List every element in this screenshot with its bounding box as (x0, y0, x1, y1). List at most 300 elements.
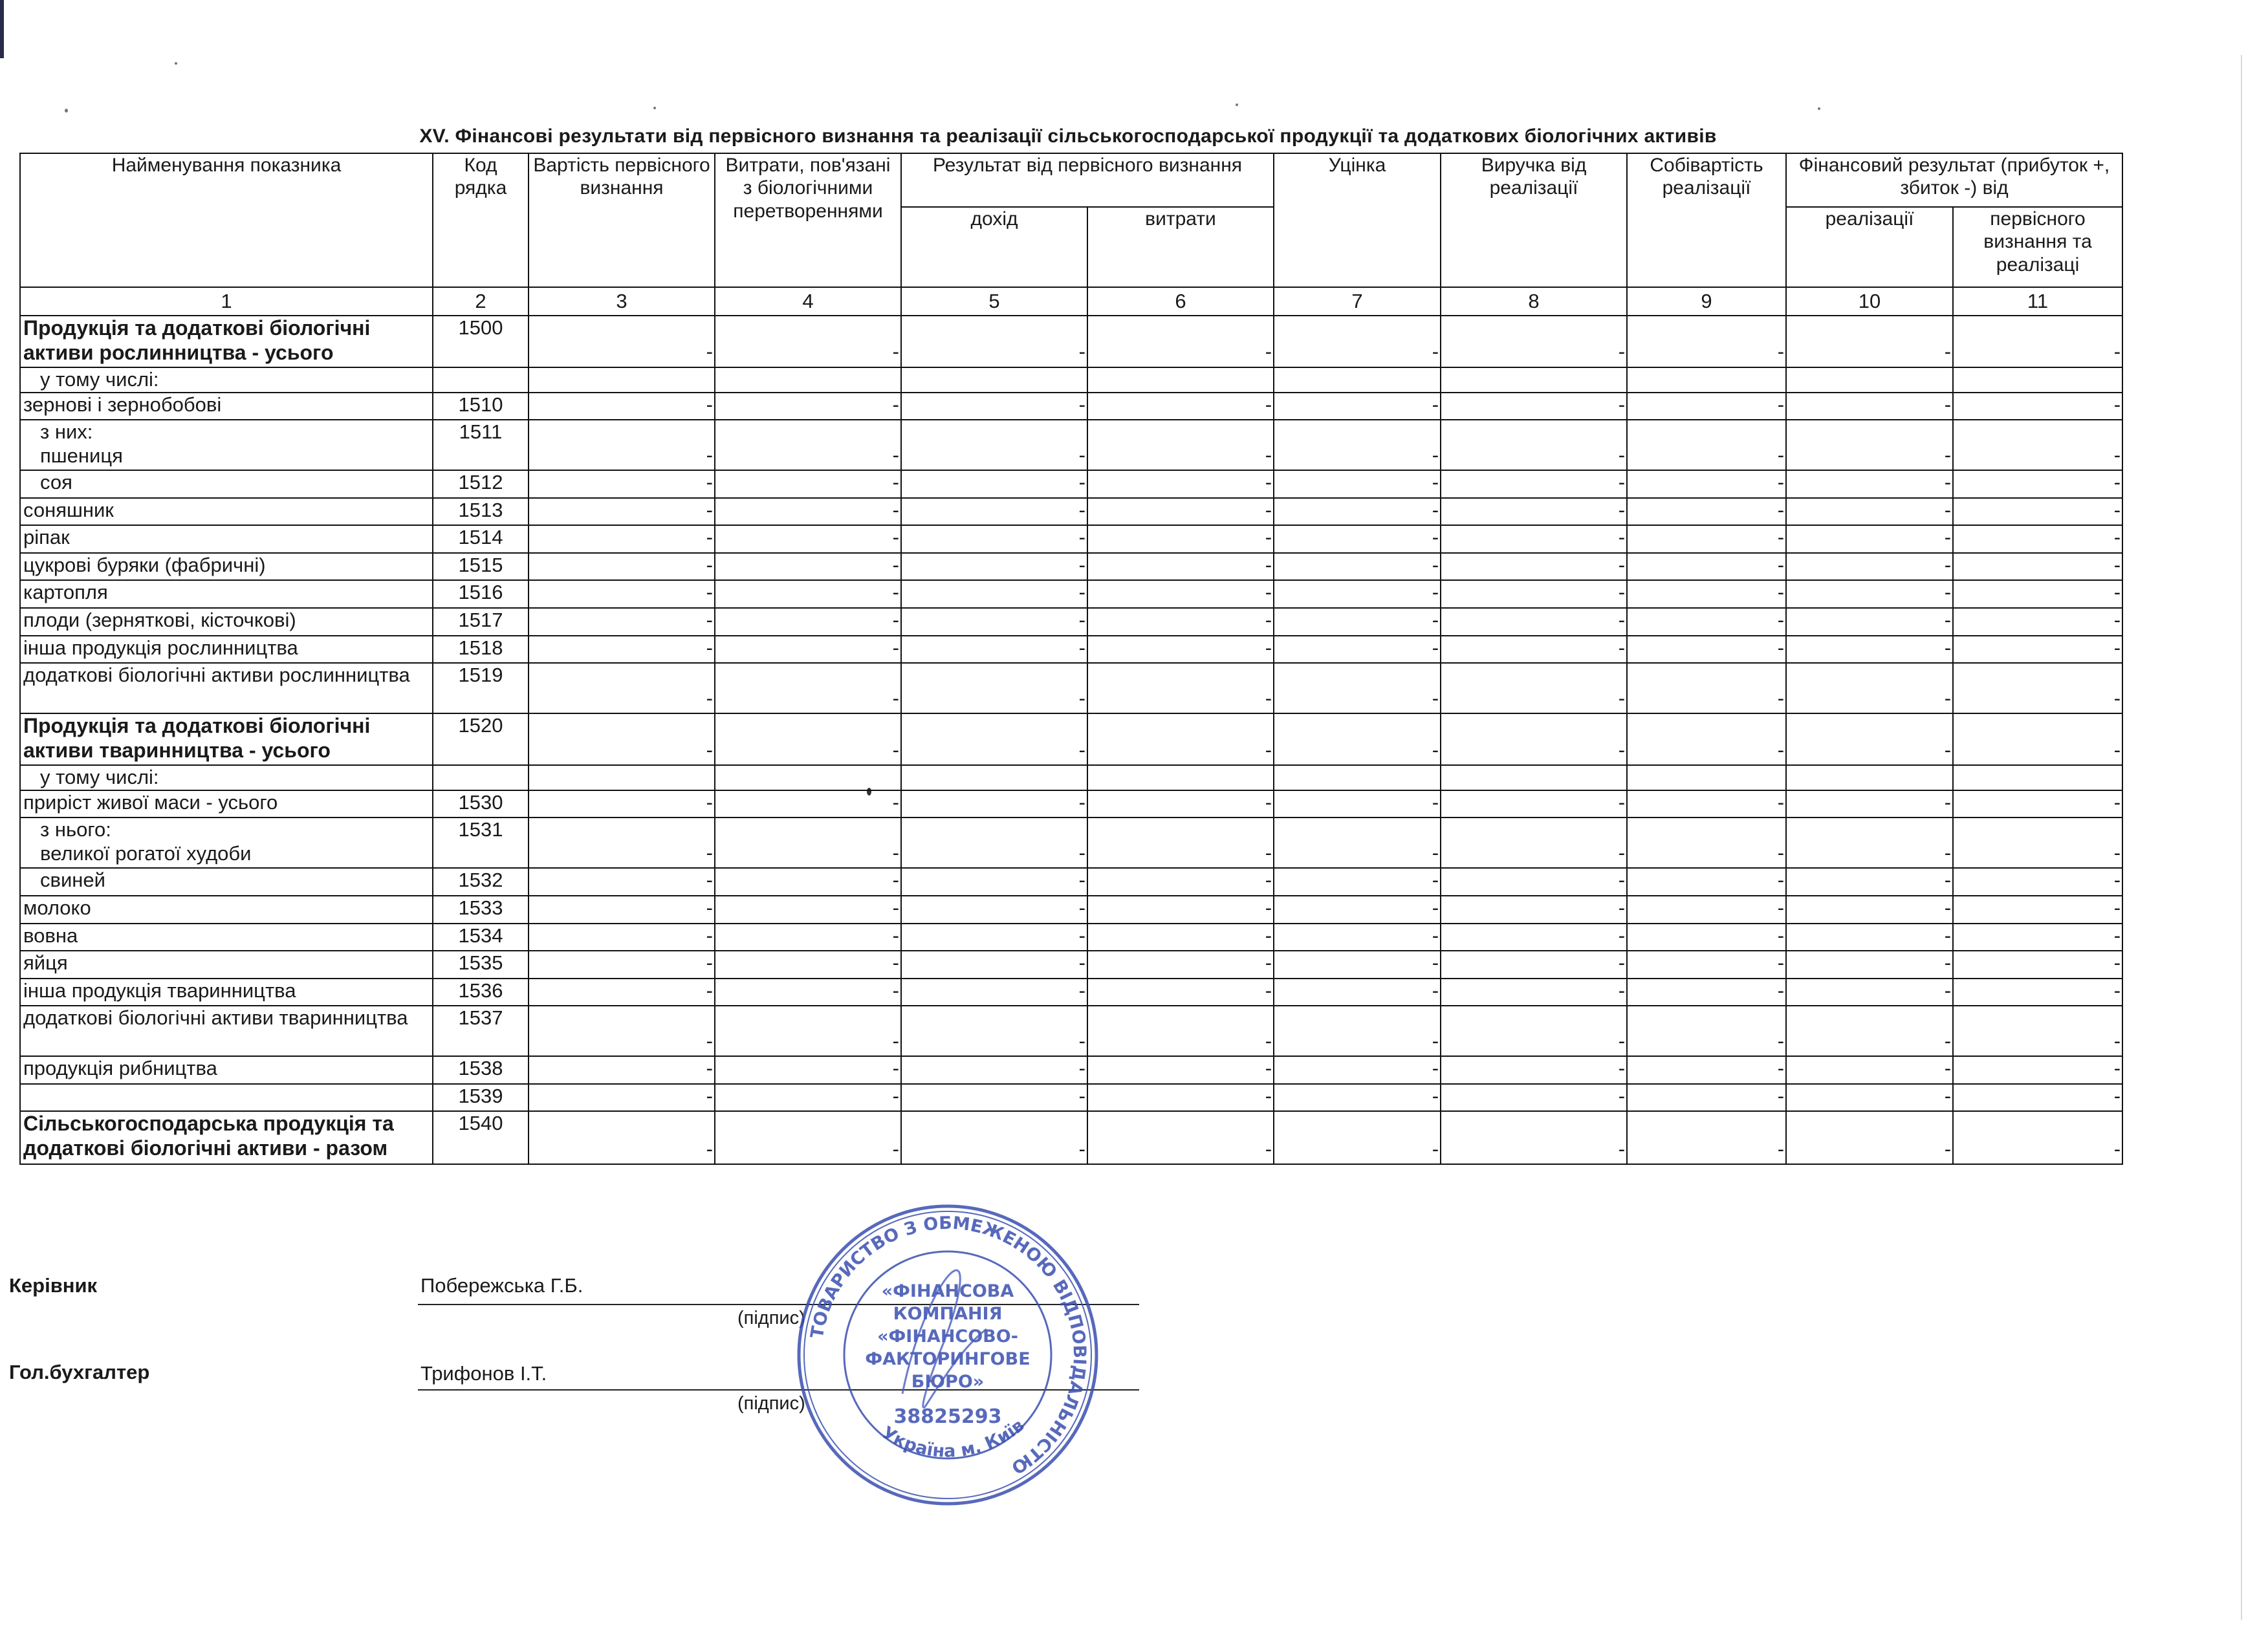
director-name: Побережська Г.Б. (420, 1274, 583, 1297)
row-value: - (1087, 1111, 1274, 1164)
table-row (20, 580, 2122, 608)
row-value: - (529, 1111, 715, 1164)
row-value: - (715, 498, 901, 526)
row-value: - (1087, 1056, 1274, 1084)
row-value: - (901, 924, 1087, 951)
row-value: - (1953, 713, 2122, 765)
row-name: з нього: великої рогатої худоби (20, 817, 433, 868)
row-value: - (1786, 498, 1953, 526)
row-value: - (715, 663, 901, 713)
row-value: - (1441, 951, 1627, 979)
column-number: 10 (1786, 287, 1953, 316)
row-value: - (1627, 817, 1786, 868)
row-value: - (901, 1006, 1087, 1056)
row-code: 1534 (433, 924, 529, 951)
row-value: - (1627, 924, 1786, 951)
table-row (20, 765, 2122, 790)
row-value: - (901, 525, 1087, 553)
row-value: - (1087, 817, 1274, 868)
row-value: - (901, 1084, 1087, 1112)
row-name: Продукція та додаткові біологічні активи тваринництва - усього (20, 713, 433, 765)
row-value: - (715, 713, 901, 765)
row-value: - (1953, 924, 2122, 951)
row-value: - (1087, 525, 1274, 553)
row-value: - (1087, 896, 1274, 924)
row-name: Продукція та додаткові біологічні активи рослинництва - усього (20, 316, 433, 367)
director-role: Керівник (9, 1274, 98, 1297)
row-value: - (715, 951, 901, 979)
row-value (1274, 367, 1441, 393)
row-code: 1516 (433, 580, 529, 608)
row-value: - (1627, 393, 1786, 420)
row-code: 1517 (433, 608, 529, 636)
row-value: - (1786, 420, 1953, 470)
row-value: - (715, 470, 901, 498)
row-value: - (1627, 979, 1786, 1006)
row-value: - (715, 979, 901, 1006)
scan-speck (175, 62, 177, 65)
row-value: - (901, 553, 1087, 581)
row-value: - (1274, 316, 1441, 367)
row-value: - (901, 663, 1087, 713)
row-value (529, 765, 715, 790)
row-value: - (901, 580, 1087, 608)
table-row (20, 868, 2122, 896)
scan-speck (65, 109, 68, 113)
row-value: - (715, 924, 901, 951)
row-value (1786, 765, 1953, 790)
row-code: 1530 (433, 790, 529, 818)
row-value (1274, 765, 1441, 790)
row-value: - (1274, 608, 1441, 636)
row-value: - (1627, 498, 1786, 526)
row-value: - (1786, 393, 1953, 420)
scan-edge-right (2241, 55, 2242, 1620)
row-value: - (1953, 1084, 2122, 1112)
row-code: 1512 (433, 470, 529, 498)
row-value: - (529, 608, 715, 636)
row-value: - (715, 1084, 901, 1112)
row-value: - (1953, 979, 2122, 1006)
table-row (20, 393, 2122, 420)
row-value: - (1441, 1111, 1627, 1164)
row-value (1953, 367, 2122, 393)
seal-code: 38825293 (893, 1405, 1002, 1428)
row-value: - (1953, 1006, 2122, 1056)
row-value: - (1441, 553, 1627, 581)
row-name: свиней (20, 868, 433, 896)
document-title: XV. Фінансові результати від первісного визнання та реалізації сільськогосподарської продукції та додаткових біологічних активів (419, 125, 1717, 147)
row-value: - (1786, 979, 1953, 1006)
row-value: - (529, 580, 715, 608)
row-value: - (1087, 553, 1274, 581)
row-value: - (1441, 393, 1627, 420)
row-code: 1518 (433, 636, 529, 664)
scan-speck (1236, 103, 1238, 106)
row-value: - (1953, 525, 2122, 553)
row-value: - (1087, 580, 1274, 608)
column-number: 7 (1274, 287, 1441, 316)
row-value: - (1627, 580, 1786, 608)
row-value: - (1627, 316, 1786, 367)
row-value: - (1786, 316, 1953, 367)
row-value: - (1627, 713, 1786, 765)
row-value: - (1274, 663, 1441, 713)
table-row (20, 979, 2122, 1006)
column-number: 4 (715, 287, 901, 316)
header-fin-initial-sales: первісного визнання та реалізаці (1953, 207, 2122, 287)
row-value: - (1627, 1111, 1786, 1164)
row-value: - (1953, 580, 2122, 608)
header-initial-cost: Вартість первісного визнання (529, 153, 715, 287)
row-name (20, 1084, 433, 1112)
table-row (20, 420, 2122, 470)
header-expenses: витрати (1087, 207, 1274, 287)
row-value (1953, 765, 2122, 790)
row-value: - (1441, 924, 1627, 951)
row-value: - (1274, 470, 1441, 498)
row-value: - (1087, 924, 1274, 951)
row-name: у тому числі: (20, 765, 433, 790)
row-value: - (1786, 1084, 1953, 1112)
row-value: - (901, 608, 1087, 636)
row-value: - (1953, 393, 2122, 420)
row-name: соя (20, 470, 433, 498)
row-value: - (1786, 896, 1953, 924)
row-value: - (529, 713, 715, 765)
row-value: - (901, 817, 1087, 868)
row-value: - (1786, 663, 1953, 713)
table-row (20, 553, 2122, 581)
scan-speck (653, 107, 656, 109)
row-value: - (715, 420, 901, 470)
row-value: - (715, 316, 901, 367)
row-value: - (1087, 393, 1274, 420)
row-value: - (529, 420, 715, 470)
table-row (20, 1006, 2122, 1056)
row-value: - (529, 896, 715, 924)
row-value: - (1274, 498, 1441, 526)
row-value: - (529, 553, 715, 581)
row-value: - (1627, 1006, 1786, 1056)
row-name: з них: пшениця (20, 420, 433, 470)
row-value: - (1953, 1056, 2122, 1084)
row-value: - (1441, 316, 1627, 367)
row-value: - (1087, 790, 1274, 818)
table-row (20, 1056, 2122, 1084)
row-name: продукція рибництва (20, 1056, 433, 1084)
row-value: - (901, 713, 1087, 765)
row-value: - (1087, 470, 1274, 498)
row-value: - (1087, 868, 1274, 896)
row-value: - (1786, 868, 1953, 896)
row-code: 1520 (433, 713, 529, 765)
row-value: - (1953, 553, 2122, 581)
row-value: - (715, 553, 901, 581)
row-value (1087, 765, 1274, 790)
row-value: - (901, 1056, 1087, 1084)
row-value: - (1087, 979, 1274, 1006)
row-code: 1513 (433, 498, 529, 526)
row-value: - (1627, 868, 1786, 896)
row-value: - (901, 790, 1087, 818)
row-value: - (1441, 713, 1627, 765)
row-value: - (1953, 470, 2122, 498)
row-value: - (715, 868, 901, 896)
row-value: - (1274, 817, 1441, 868)
row-name: плоди (зерняткові, кісточкові) (20, 608, 433, 636)
table-row (20, 608, 2122, 636)
director-signature-hint: (підпис) (737, 1308, 805, 1328)
row-code: 1511 (433, 420, 529, 470)
accountant-role: Гол.бухгалтер (9, 1361, 150, 1383)
row-value: - (529, 393, 715, 420)
row-value: - (1274, 1111, 1441, 1164)
table-row (20, 470, 2122, 498)
seal-line-2: КОМПАНІЯ (893, 1304, 1003, 1324)
row-value: - (1953, 636, 2122, 664)
row-code: 1500 (433, 316, 529, 367)
row-value: - (1274, 580, 1441, 608)
row-value: - (529, 636, 715, 664)
row-value: - (715, 790, 901, 818)
row-value: - (529, 951, 715, 979)
row-value: - (1953, 896, 2122, 924)
row-value: - (1786, 1056, 1953, 1084)
row-value: - (1627, 636, 1786, 664)
row-value: - (1441, 979, 1627, 1006)
table-row (20, 525, 2122, 553)
row-value (529, 367, 715, 393)
row-value: - (1953, 817, 2122, 868)
row-value: - (1786, 470, 1953, 498)
row-value: - (1441, 868, 1627, 896)
row-value: - (529, 498, 715, 526)
row-value: - (1953, 420, 2122, 470)
column-number: 6 (1087, 287, 1274, 316)
table-row (20, 367, 2122, 393)
row-value: - (529, 1056, 715, 1084)
row-value: - (1953, 498, 2122, 526)
row-value: - (901, 393, 1087, 420)
row-name: соняшник (20, 498, 433, 526)
row-value: - (1786, 924, 1953, 951)
row-name: приріст живої маси - усього (20, 790, 433, 818)
row-value: - (1087, 316, 1274, 367)
row-value (715, 765, 901, 790)
row-value: - (1627, 608, 1786, 636)
row-name: картопля (20, 580, 433, 608)
row-value: - (1627, 470, 1786, 498)
row-name: зернові і зернобобові (20, 393, 433, 420)
column-number: 3 (529, 287, 715, 316)
row-value: - (1441, 636, 1627, 664)
row-value: - (1953, 868, 2122, 896)
row-name: у тому числі: (20, 367, 433, 393)
row-value: - (1786, 608, 1953, 636)
table-row (20, 924, 2122, 951)
row-value: - (1627, 896, 1786, 924)
row-value: - (1441, 608, 1627, 636)
row-value: - (715, 896, 901, 924)
seal-outer-text: ТОВАРИСТВО З ОБМЕЖЕНОЮ ВІДПОВІДАЛЬНІСТЮ (807, 1213, 1090, 1478)
table-row (20, 1111, 2122, 1164)
row-code (433, 367, 529, 393)
row-name: додаткові біологічні активи рослинництва (20, 663, 433, 713)
row-value: - (1953, 1111, 2122, 1164)
row-code: 1535 (433, 951, 529, 979)
row-value: - (1786, 580, 1953, 608)
scan-edge (0, 0, 4, 58)
row-code: 1532 (433, 868, 529, 896)
row-value: - (901, 420, 1087, 470)
company-seal-stamp (792, 1200, 1103, 1510)
row-value: - (1953, 951, 2122, 979)
seal-line-3: «ФІНАНСОВО- (877, 1326, 1018, 1347)
row-code: 1515 (433, 553, 529, 581)
row-value: - (901, 636, 1087, 664)
row-value: - (1627, 951, 1786, 979)
row-value: - (1274, 420, 1441, 470)
row-value: - (1441, 790, 1627, 818)
row-code: 1510 (433, 393, 529, 420)
accountant-signature-hint: (підпис) (737, 1393, 805, 1414)
row-value: - (901, 498, 1087, 526)
row-value: - (1274, 525, 1441, 553)
row-value: - (1441, 1084, 1627, 1112)
column-number: 1 (20, 287, 433, 316)
header-code: Код рядка (433, 153, 529, 287)
row-value: - (529, 525, 715, 553)
row-name: ріпак (20, 525, 433, 553)
row-value: - (901, 470, 1087, 498)
row-value: - (1786, 525, 1953, 553)
row-value: - (1786, 790, 1953, 818)
row-value: - (1441, 663, 1627, 713)
table-row (20, 817, 2122, 868)
row-value: - (1441, 470, 1627, 498)
row-value: - (1274, 979, 1441, 1006)
row-value: - (1274, 896, 1441, 924)
row-value: - (1441, 1056, 1627, 1084)
column-number-row (20, 287, 2122, 316)
row-value: - (1274, 924, 1441, 951)
row-value: - (529, 924, 715, 951)
header-cost-of-sales: Собівартість реалізації (1627, 153, 1786, 287)
row-value: - (529, 817, 715, 868)
header-fin-result: Фінансовий результат (прибуток +, збиток -) від (1786, 153, 2122, 207)
row-value: - (1087, 663, 1274, 713)
row-value: - (715, 1056, 901, 1084)
row-value: - (529, 1084, 715, 1112)
row-value: - (1627, 790, 1786, 818)
row-value: - (1441, 580, 1627, 608)
row-value: - (901, 316, 1087, 367)
row-value: - (1274, 553, 1441, 581)
row-value (1627, 367, 1786, 393)
row-value: - (1274, 790, 1441, 818)
row-value: - (1087, 951, 1274, 979)
header-name: Найменування показника (20, 153, 433, 287)
row-value: - (1274, 393, 1441, 420)
table-row (20, 1084, 2122, 1112)
table-row (20, 663, 2122, 713)
row-value: - (715, 1111, 901, 1164)
row-value (901, 367, 1087, 393)
row-value: - (1274, 868, 1441, 896)
seal-line-1: «ФІНАНСОВА (881, 1281, 1014, 1301)
row-value: - (715, 393, 901, 420)
row-value: - (529, 1006, 715, 1056)
row-value: - (1786, 951, 1953, 979)
row-value: - (529, 316, 715, 367)
row-name: додаткові біологічні активи тваринництва (20, 1006, 433, 1056)
row-code: 1536 (433, 979, 529, 1006)
table-row (20, 316, 2122, 367)
row-value: - (1087, 1084, 1274, 1112)
row-value: - (715, 525, 901, 553)
accountant-name: Трифонов І.Т. (420, 1362, 547, 1385)
row-name: Сільськогосподарська продукція та додаткові біологічні активи - разом (20, 1111, 433, 1164)
row-value: - (1627, 663, 1786, 713)
row-value: - (1441, 896, 1627, 924)
row-value: - (529, 470, 715, 498)
header-markdown: Уцінка (1274, 153, 1441, 287)
row-value: - (901, 896, 1087, 924)
row-code: 1519 (433, 663, 529, 713)
row-value: - (1087, 420, 1274, 470)
row-value: - (529, 979, 715, 1006)
row-value: - (1441, 420, 1627, 470)
row-value (1441, 367, 1627, 393)
row-value: - (715, 817, 901, 868)
row-value: - (1786, 636, 1953, 664)
row-name: молоко (20, 896, 433, 924)
row-value: - (1786, 1006, 1953, 1056)
row-value: - (715, 580, 901, 608)
seal-line-4: ФАКТОРИНГОВЕ (865, 1349, 1030, 1369)
row-value (901, 765, 1087, 790)
row-value: - (1441, 817, 1627, 868)
table-row (20, 636, 2122, 664)
row-value (715, 367, 901, 393)
row-value: - (1627, 1056, 1786, 1084)
table-row (20, 896, 2122, 924)
row-value: - (1274, 636, 1441, 664)
row-value: - (1786, 553, 1953, 581)
row-value: - (1953, 316, 2122, 367)
row-value: - (529, 868, 715, 896)
row-value: - (1087, 636, 1274, 664)
row-value: - (1087, 713, 1274, 765)
row-value (1087, 367, 1274, 393)
row-value: - (1087, 1006, 1274, 1056)
row-name: інша продукція тваринництва (20, 979, 433, 1006)
row-code: 1539 (433, 1084, 529, 1112)
column-number: 2 (433, 287, 529, 316)
row-code (433, 765, 529, 790)
row-code: 1540 (433, 1111, 529, 1164)
row-value: - (1786, 1111, 1953, 1164)
row-code: 1514 (433, 525, 529, 553)
seal-city: Україна м. Київ (878, 1415, 1029, 1462)
row-value (1627, 765, 1786, 790)
financial-results-table (19, 153, 2123, 1165)
column-number: 9 (1627, 287, 1786, 316)
row-value: - (901, 951, 1087, 979)
row-value: - (1441, 498, 1627, 526)
row-value: - (1953, 790, 2122, 818)
